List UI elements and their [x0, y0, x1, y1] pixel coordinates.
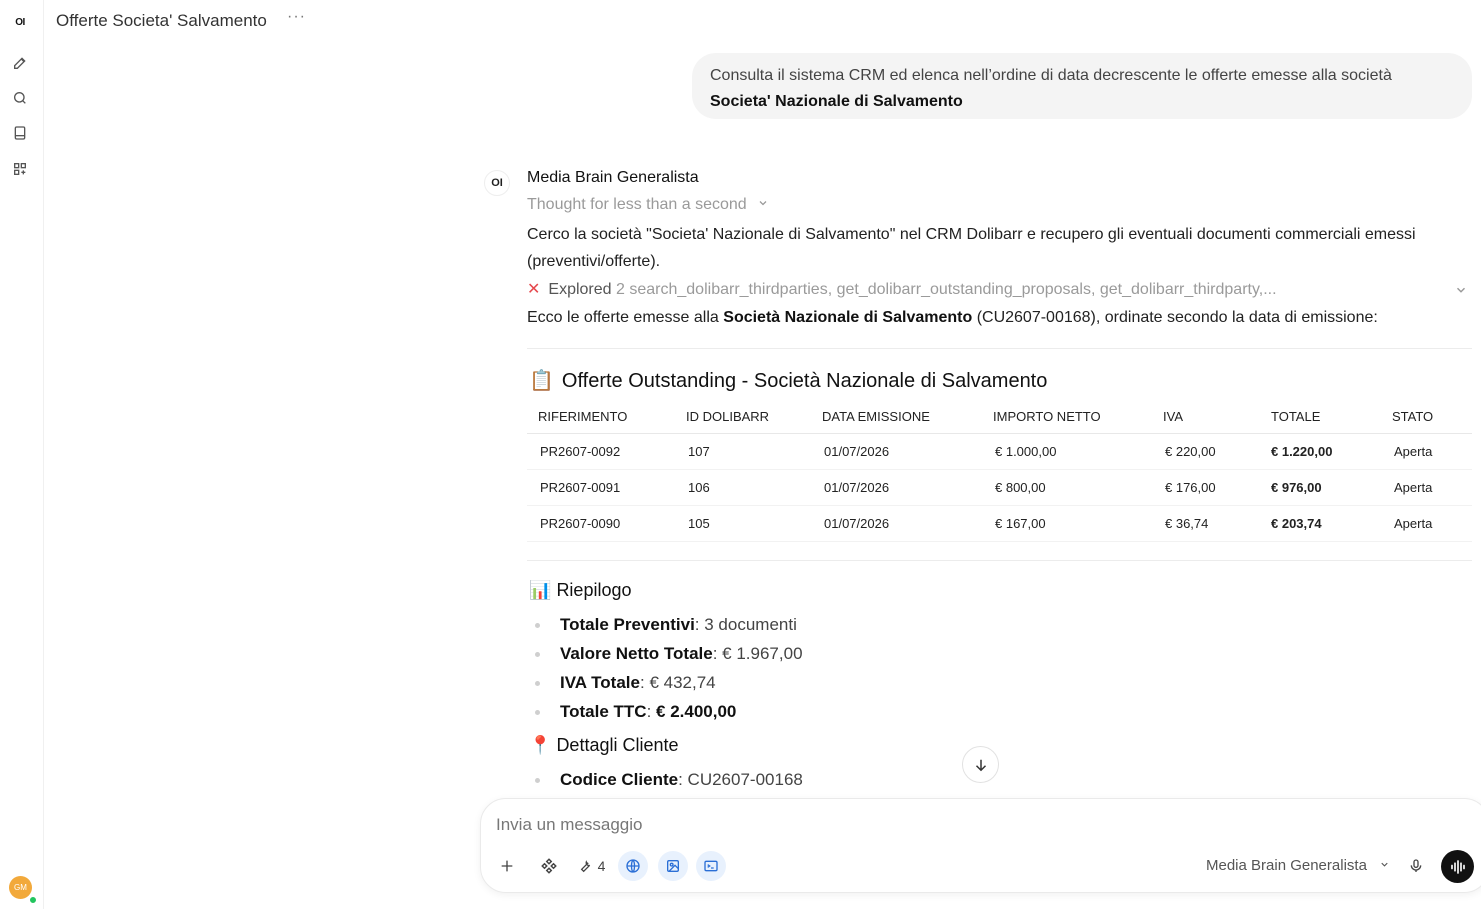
cliente-title: Dettagli Cliente [556, 735, 679, 755]
chevron-down-icon [757, 197, 769, 209]
cliente-heading [529, 735, 679, 756]
user-message-line1: Consulta il sistema CRM ed elenca nell’ordine di data decrescente le offerte emesse alla società [710, 67, 1392, 84]
cell: PR2607-0091 [527, 469, 675, 505]
notes-icon[interactable] [8, 121, 32, 145]
assistant-intro-text: Cerco la società "Societa' Nazionale di Salvamento" nel CRM Dolibarr e recupero gli eventuali documenti commerciali emessi (preventivi/offerte). [527, 226, 1416, 270]
assistant-summary-text [527, 304, 1462, 331]
cell: Aperta [1381, 505, 1472, 541]
item-label: Totale TTC [560, 702, 647, 721]
explored-tools-toggle[interactable] [527, 279, 1472, 299]
table-heading [529, 368, 1047, 393]
assistant-avatar: OI [484, 170, 510, 196]
pin-icon: 📍 [529, 735, 552, 755]
divider [527, 560, 1472, 561]
cell: 01/07/2026 [811, 505, 982, 541]
item-label: Totale Preventivi [560, 615, 695, 634]
col-header: IMPORTO NETTO [982, 400, 1152, 433]
web-search-toggle[interactable] [618, 851, 648, 881]
table-header-row [527, 400, 1472, 433]
riepilogo-heading [529, 580, 632, 601]
image-generation-toggle[interactable] [658, 851, 688, 881]
chevron-down-icon [1379, 859, 1390, 870]
item-label: Codice Cliente [560, 770, 679, 789]
cell: € 1.220,00 [1260, 433, 1381, 469]
table-row [527, 469, 1472, 505]
cell: 105 [675, 505, 811, 541]
cell: 01/07/2026 [811, 433, 982, 469]
cell: 01/07/2026 [811, 469, 982, 505]
integrations-button[interactable] [538, 852, 560, 880]
cliente-list [527, 765, 803, 794]
list-item: Valore Netto Totale: € 1.967,00 [527, 639, 803, 668]
chat-title[interactable]: Offerte Societa' Salvamento [56, 11, 267, 30]
online-status-dot [29, 896, 37, 904]
cell: 106 [675, 469, 811, 505]
cell: PR2607-0090 [527, 505, 675, 541]
cell: € 36,74 [1152, 505, 1260, 541]
col-header: DATA EMISSIONE [811, 400, 982, 433]
tools-count: 4 [597, 858, 606, 874]
explored-label: Explored [548, 281, 612, 298]
col-header: TOTALE [1260, 400, 1381, 433]
code-interpreter-toggle[interactable] [696, 851, 726, 881]
summary-company: Società Nazionale di Salvamento [723, 309, 973, 326]
item-value: CU2607-00168 [687, 770, 803, 789]
sidebar [0, 0, 44, 909]
thought-label: Thought for less than a second [527, 196, 747, 213]
table-title: Offerte Outstanding - Società Nazionale di Salvamento [561, 370, 1048, 392]
item-label: IVA Totale [560, 673, 640, 692]
more-options-icon[interactable]: ··· [287, 8, 306, 25]
voice-mode-button[interactable] [1441, 850, 1474, 883]
app-logo[interactable]: OI [15, 16, 25, 28]
cell: € 220,00 [1152, 433, 1260, 469]
arrow-down-icon [972, 756, 990, 774]
item-value: € 1.967,00 [722, 644, 803, 663]
summary-prefix: Ecco le offerte emesse alla [527, 309, 719, 326]
clipboard-icon: 📋 [529, 370, 554, 392]
cell: 107 [675, 433, 811, 469]
cell: Aperta [1381, 433, 1472, 469]
wrench-icon [577, 858, 593, 874]
error-x-icon: ✕ [527, 281, 541, 298]
thought-toggle[interactable] [527, 196, 769, 214]
offers-table [527, 400, 1472, 542]
workspace-icon[interactable] [8, 157, 32, 181]
scroll-to-bottom-button[interactable] [962, 746, 999, 783]
user-message-line2: Societa' Nazionale di Salvamento [710, 93, 963, 110]
list-item: Totale TTC: € 2.400,00 [527, 697, 803, 726]
cell: Aperta [1381, 469, 1472, 505]
tools-button[interactable] [573, 852, 609, 880]
plus-icon [499, 858, 515, 874]
col-header: ID DOLIBARR [675, 400, 811, 433]
user-avatar[interactable]: GM [9, 876, 32, 899]
col-header: IVA [1152, 400, 1260, 433]
add-attachment-button[interactable] [496, 852, 518, 880]
model-selector[interactable] [1206, 857, 1390, 874]
riepilogo-title: Riepilogo [556, 580, 632, 600]
col-header: RIFERIMENTO [527, 400, 675, 433]
item-value: € 432,74 [649, 673, 716, 692]
cell: € 203,74 [1260, 505, 1381, 541]
divider [527, 348, 1472, 349]
search-icon[interactable] [8, 86, 32, 110]
riepilogo-list [527, 610, 803, 726]
microphone-button[interactable] [1405, 852, 1427, 880]
list-item: IVA Totale: € 432,74 [527, 668, 803, 697]
col-header: STATO [1381, 400, 1472, 433]
list-item: Totale Preventivi: 3 documenti [527, 610, 803, 639]
table-row [527, 505, 1472, 541]
globe-icon [625, 858, 641, 874]
integrations-icon [540, 857, 558, 875]
image-icon [665, 858, 681, 874]
list-item: Codice Cliente: CU2607-00168 [527, 765, 803, 794]
explored-detail: 2 search_dolibarr_thirdparties, get_dolibarr_outstanding_proposals, get_dolibarr_thirdparty,... [616, 281, 1277, 298]
cell: € 1.000,00 [982, 433, 1152, 469]
item-label: Valore Netto Totale [560, 644, 713, 663]
user-message-bubble [692, 53, 1472, 119]
table-row [527, 433, 1472, 469]
terminal-icon [703, 858, 719, 874]
model-name: Media Brain Generalista [1206, 857, 1367, 874]
chevron-down-icon [1454, 283, 1468, 297]
cell: € 167,00 [982, 505, 1152, 541]
message-input[interactable] [496, 815, 1396, 835]
item-value: € 2.400,00 [656, 702, 737, 721]
item-value: 3 documenti [704, 615, 797, 634]
cell: € 976,00 [1260, 469, 1381, 505]
cell: € 176,00 [1152, 469, 1260, 505]
message-composer [480, 798, 1481, 893]
microphone-icon [1408, 857, 1424, 875]
waveform-icon [1449, 858, 1467, 876]
assistant-name: Media Brain Generalista [527, 169, 699, 186]
cell: € 800,00 [982, 469, 1152, 505]
new-chat-icon[interactable] [8, 51, 32, 75]
cell: PR2607-0092 [527, 433, 675, 469]
summary-suffix: (CU2607-00168), ordinate secondo la data di emissione: [976, 309, 1378, 326]
bar-chart-icon: 📊 [529, 580, 552, 600]
